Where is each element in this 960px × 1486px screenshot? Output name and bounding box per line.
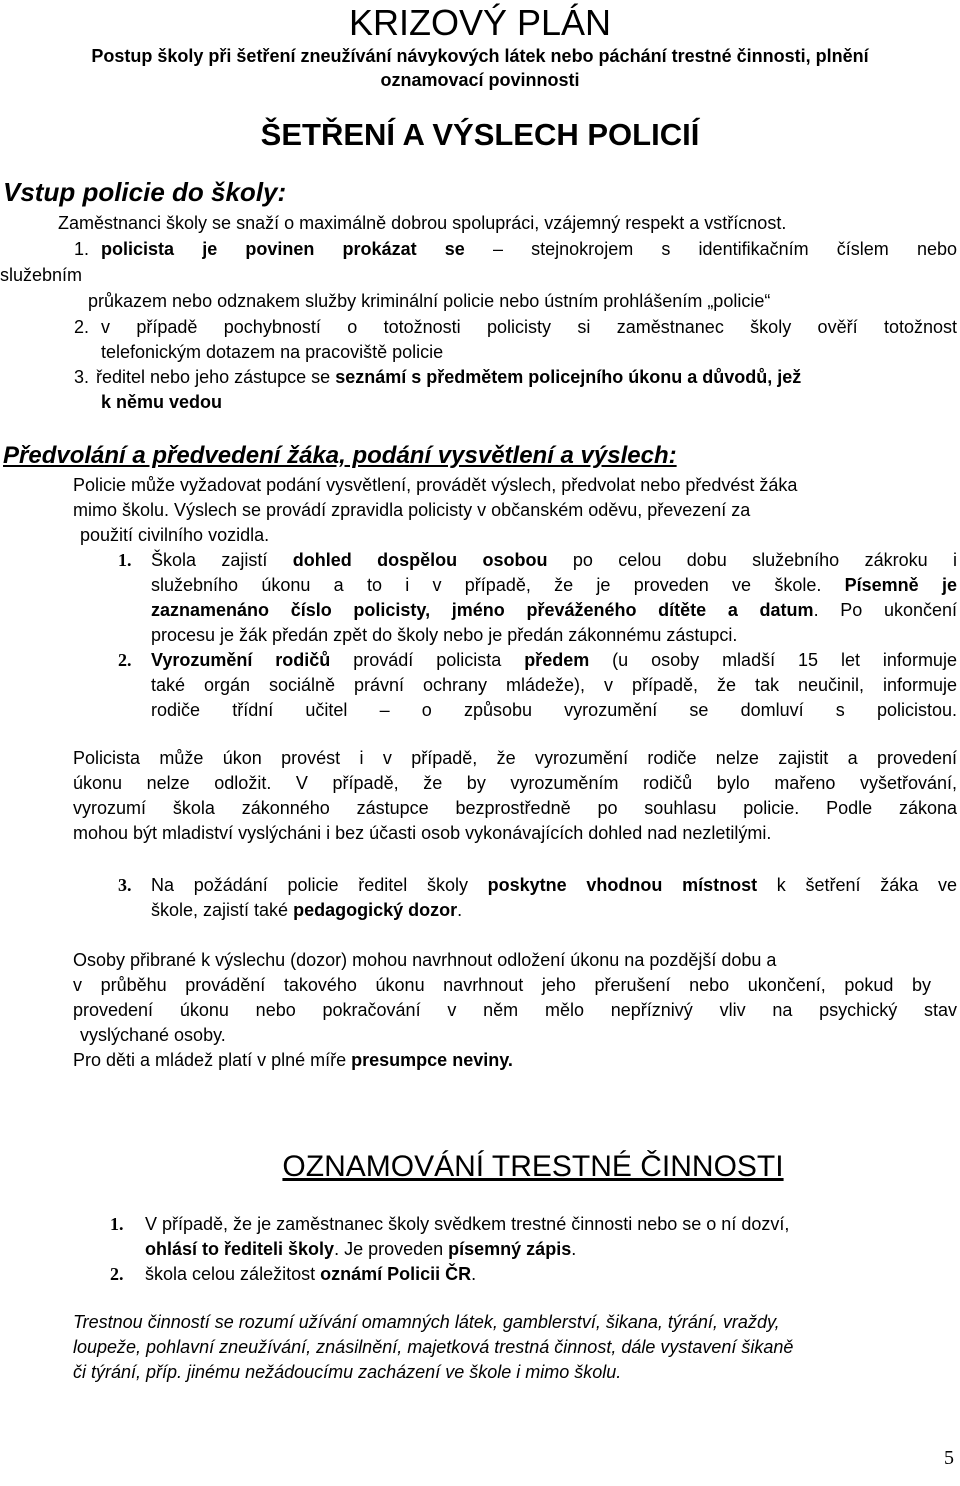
summons-heading: Předvolání a předvedení žáka, podání vysvětlení a výslech: (3, 442, 677, 469)
list-item-text: služebním (0, 265, 83, 285)
list-item-number: 2. (110, 1264, 124, 1284)
crime-definition-note: či týrání, příp. jinému nežádoucímu zacházení ve škole i mimo školu. (73, 1362, 622, 1382)
list-item-text: průkazem nebo odznakem služby kriminální policie nebo ústním prohlášením „policie“ (88, 291, 771, 311)
paragraph-line: úkonu nelze odložit. V případě, že by vyrozuměním rodičů bylo mařeno vyšetřování, (73, 773, 957, 793)
list-item-text: telefonickým dotazem na pracoviště policie (101, 342, 444, 362)
paragraph-line: Policista může úkon provést i v případě, že vyrozumění rodiče nelze zajistit a provedení (73, 748, 957, 768)
crime-definition-note: Trestnou činností se rozumí užívání omamných látek, gamblerství, šikana, týrání, vraždy, (73, 1312, 780, 1332)
list-item-number: 1. (110, 1214, 124, 1234)
list-item-text: ohlásí to řediteli školy. Je proveden písemný zápis. (145, 1239, 577, 1259)
paragraph-line: Osoby přibrané k výslechu (dozor) mohou navrhnout odložení úkonu na pozdější dobu a (73, 950, 777, 970)
list-item-text: služebního úkonu a to i v případě, že je proveden ve škole. Písemně je (151, 575, 957, 595)
crime-definition-note: loupeže, pohlavní zneužívání, znásilnění, majetková trestná činnost, dále vystavení šikaně (73, 1337, 794, 1357)
list-item-text: V případě, že je zaměstnanec školy svědkem trestné činnosti nebo se o ní dozví, (145, 1214, 790, 1234)
list-item-text: škola celou záležitost oznámí Policii ČR. (145, 1264, 477, 1284)
police-entry-heading: Vstup policie do školy: (3, 177, 287, 207)
list-item-number: 2. (74, 317, 90, 337)
paragraph-line: Pro děti a mládež platí v plné míře presumpce neviny. (73, 1050, 513, 1070)
paragraph-line: Policie může vyžadovat podání vysvětlení, provádět výslech, předvolat nebo předvést žáka (73, 475, 798, 495)
list-item-number: 1. (118, 550, 132, 570)
list-item-text: také orgán sociálně právní ochrany mládeže), v případě, že tak neučinil, informuje (151, 675, 957, 695)
police-entry-intro: Zaměstnanci školy se snaží o maximálně dobrou spolupráci, vzájemný respekt a vstřícnost. (58, 213, 787, 233)
list-item-text: policista je povinen prokázat se – stejnokrojem s identifikačním číslem nebo (101, 239, 957, 259)
list-item-text: k němu vedou (101, 392, 223, 412)
list-item-number: 1. (74, 239, 90, 259)
paragraph-line: mimo školu. Výslech se provádí zpravidla policisty v občanském oděvu, převezení za (73, 500, 751, 520)
list-item-text: škole, zajistí také pedagogický dozor. (151, 900, 463, 920)
document-subtitle-line1: Postup školy při šetření zneužívání návykových látek nebo páchání trestné činnosti, plnění (91, 46, 869, 66)
list-item-text: Škola zajistí dohled dospělou osobou po celou dobu služebního zákroku i (151, 550, 957, 570)
list-item-text: rodiče třídní učitel – o způsobu vyrozumění se domluví s policistou. (151, 700, 957, 720)
section-title-crime-reporting: OZNAMOVÁNÍ TRESTNÉ ČINNOSTI (282, 1150, 784, 1183)
page-number: 5 (944, 1447, 954, 1469)
paragraph-line: vyrozumí škola zákonného zástupce bezprostředně po souhlasu policie. Podle zákona (73, 798, 957, 818)
list-item-text: procesu je žák předán zpět do školy nebo je předán zákonnému zástupci. (151, 625, 738, 645)
document-subtitle-line2: oznamovací povinnosti (380, 70, 580, 90)
list-item-text: Vyrozumění rodičů provádí policista předem (u osoby mladší 15 let informuje (151, 650, 957, 670)
paragraph-line: provedení úkonu nebo pokračování v něm mělo nepříznivý vliv na psychický stav (73, 1000, 957, 1020)
document-title: KRIZOVÝ PLÁN (348, 2, 612, 43)
list-item-text: ředitel nebo jeho zástupce se seznámí s předmětem policejního úkonu a důvodů, jež (96, 367, 802, 387)
section-title-police-investigation: ŠETŘENÍ A VÝSLECH POLICIÍ (260, 117, 700, 152)
paragraph-line: v průběhu provádění takového úkonu navrhnout jeho přerušení nebo ukončení, pokud by (73, 975, 931, 995)
paragraph-line: mohou být mladiství vyslýcháni i bez účasti osob vykonávajících dohled nad nezletilými. (73, 823, 772, 843)
list-item-number: 3. (118, 875, 132, 895)
paragraph-line: použití civilního vozidla. (80, 525, 270, 545)
list-item-number: 2. (118, 650, 132, 670)
list-item-number: 3. (74, 367, 90, 387)
list-item-text: v případě pochybností o totožnosti policisty si zaměstnanec školy ověří totožnost (101, 317, 957, 337)
list-item-text: Na požádání policie ředitel školy poskytne vhodnou místnost k šetření žáka ve (151, 875, 957, 895)
paragraph-line: vyslýchané osoby. (80, 1025, 226, 1045)
list-item-text: zaznamenáno číslo policisty, jméno převáženého dítěte a datum. Po ukončení (151, 600, 957, 620)
